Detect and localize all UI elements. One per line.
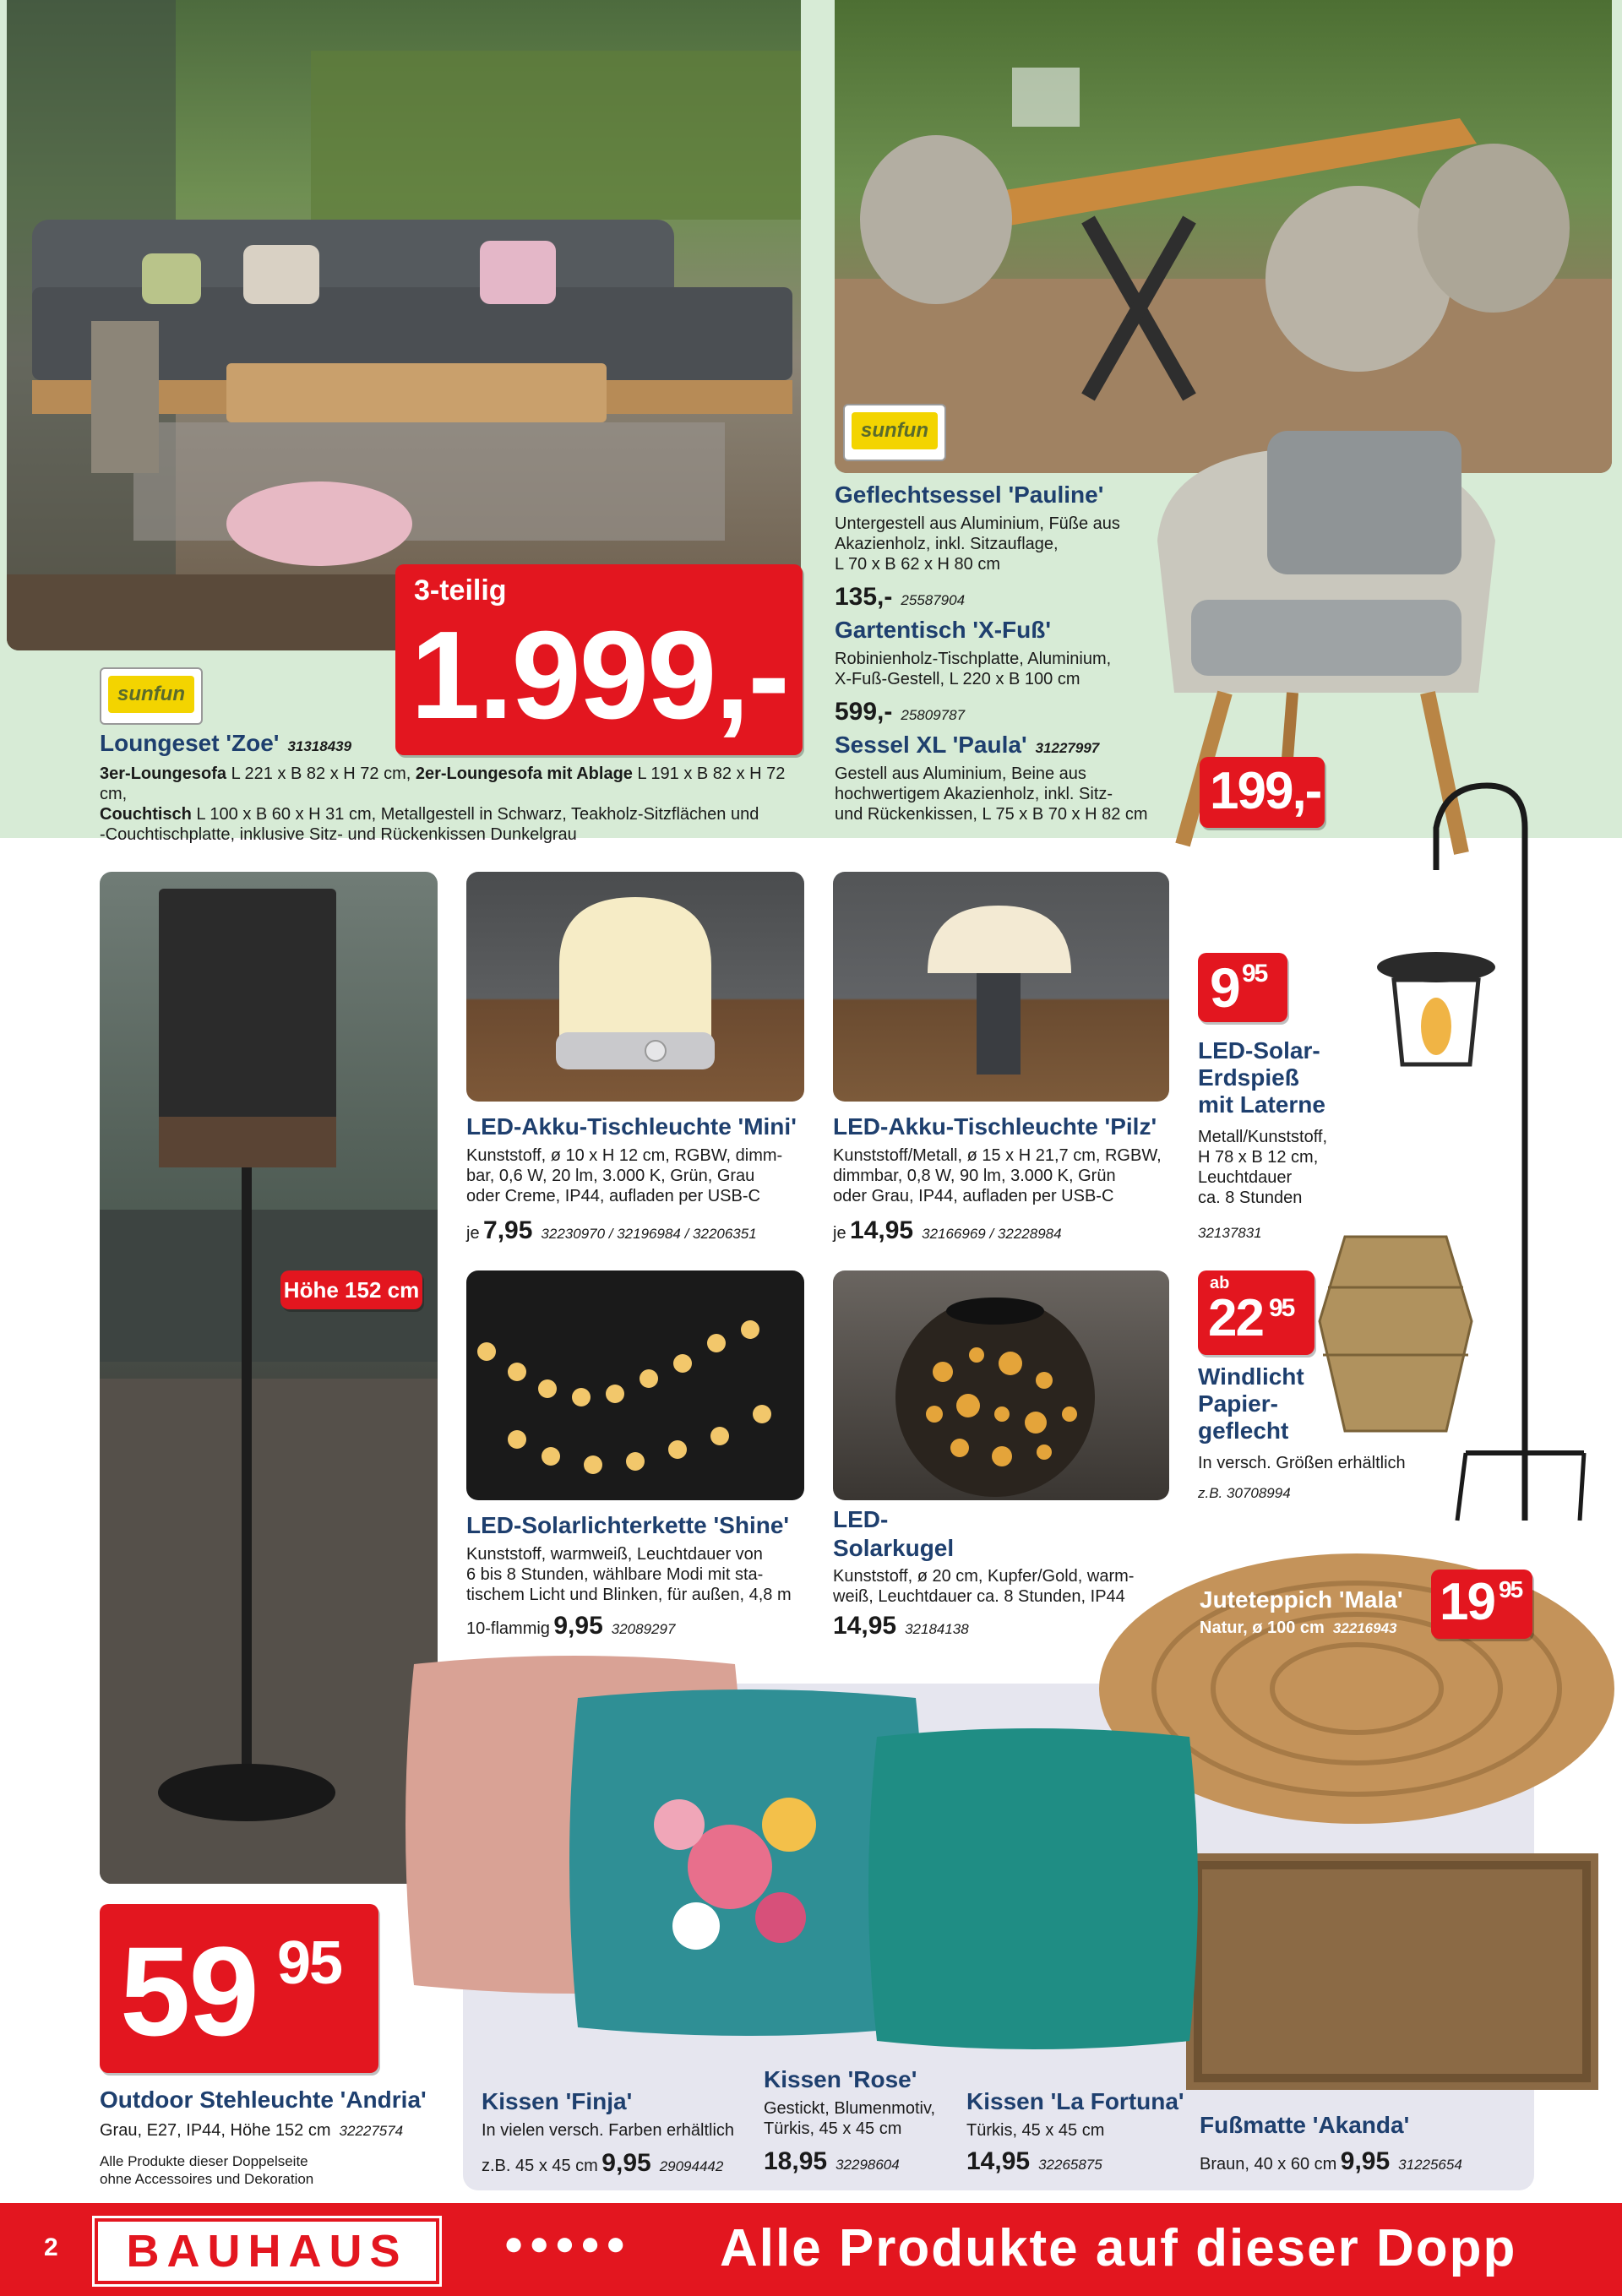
akanda-mat-image [1186,1853,1598,2090]
loungeset-description: 3er-Loungesofa L 221 x B 82 x H 72 cm, 2er-Loungesofa mit Ablage L 191 x B 82 x H 72 cm, Couchtisch L 100 x B 60 x H 31 cm, Metallgestell in Schwarz, Teakholz-Sitzflächen und -Couchtischplatte, inklusive Sitz- und Rückenkissen Dunkelgrau [100,764,786,844]
mini-price: je 7,95 32230970 / 32196984 / 32206351 [466,1216,757,1244]
finja-title: Kissen 'Finja' [482,2088,633,2114]
pilz-price: je 14,95 32166969 / 32228984 [833,1216,1062,1244]
erdspiess-price-main: 9 [1210,956,1239,1019]
andria-description: Grau, E27, IP44, Höhe 152 cm 32227574 [100,2121,404,2140]
page-number: 2 [44,2233,58,2261]
loungeset-price: 1.999,- [411,606,788,745]
fortuna-description: Türkis, 45 x 45 cm [966,2121,1105,2140]
windlicht-price-badge [1198,1270,1314,1355]
andria-price-main: 59 [120,1920,258,2062]
gartentisch-price: 599,- 25809787 [835,698,966,726]
pauline-title: Geflechtsessel 'Pauline' [835,482,1104,508]
rose-price: 18,95 32298604 [764,2147,900,2175]
footer-slogan: Alle Produkte auf dieser Dopp [720,2219,1517,2277]
windlicht-image [1311,1211,1480,1439]
paula-title: Sessel XL 'Paula' 31227997 [835,732,1100,758]
windlicht-ab-label: ab [1210,1274,1230,1292]
pauline-price: 135,- 25587904 [835,583,966,611]
pilz-lamp-photo [833,872,1169,1102]
footer-dots: ●●●●● [503,2225,631,2262]
paula-price-badge [1200,757,1325,828]
andria-price-cents: 95 [277,1929,342,1997]
mini-title: LED-Akku-Tischleuchte 'Mini' [466,1113,797,1140]
loungeset-price-badge [395,564,803,755]
paula-price: 199,- [1210,762,1321,820]
footer-bar [0,2203,1622,2296]
sunfun-logo: sunfun [100,667,203,725]
pilz-title: LED-Akku-Tischleuchte 'Pilz' [833,1113,1157,1140]
windlicht-price-cents: 95 [1269,1294,1294,1322]
shine-lights-photo [466,1270,804,1500]
dining-set-photo [835,0,1612,473]
akanda-price: Braun, 40 x 60 cm 9,95 31225654 [1200,2147,1462,2175]
andria-price-badge [100,1904,378,2073]
page-disclaimer: Alle Produkte dieser Doppelseite ohne Accessoires und Dekoration [100,2153,314,2187]
gartentisch-title: Gartentisch 'X-Fuß' [835,617,1052,643]
erdspiess-price-cents: 95 [1242,960,1267,987]
bauhaus-logo: BAUHAUS [95,2218,439,2284]
solarkugel-description: Kunststoff, ø 20 cm, Kupfer/Gold, warm- weiß, Leuchtdauer ca. 8 Stunden, IP44 [833,1567,1135,1606]
windlicht-price-main: 22 [1208,1289,1263,1347]
rose-title: Kissen 'Rose' [764,2066,917,2092]
solarkugel-price: 14,95 32184138 [833,1612,969,1640]
gartentisch-description: Robinienholz-Tischplatte, Aluminium, X-Fuß-Gestell, L 220 x B 100 cm [835,650,1112,688]
finja-description: In vielen versch. Farben erhältlich [482,2121,735,2140]
solarkugel-photo [833,1270,1169,1500]
andria-title: Outdoor Stehleuchte 'Andria' [100,2087,427,2113]
andria-height-badge: Höhe 152 cm [280,1270,422,1309]
rose-description: Gestickt, Blumenmotiv, Türkis, 45 x 45 cm [764,2099,936,2138]
sunfun-logo: sunfun [843,404,946,461]
erdspiess-title: LED-Solar- Erdspieß mit Laterne [1198,1037,1325,1118]
set-count-label: 3-teilig [414,574,507,607]
fortuna-cushion-image [860,1720,1206,2058]
mini-description: Kunststoff, ø 10 x H 12 cm, RGBW, dimm- bar, 0,6 W, 20 lm, 3.000 K, Grün, Grau oder Creme, IP44, aufladen per USB-C [466,1146,783,1205]
shine-title: LED-Solarlichterkette 'Shine' [466,1512,790,1538]
mala-title: Juteteppich 'Mala' [1200,1586,1403,1613]
paula-description: Gestell aus Aluminium, Beine aus hochwertigem Akazienholz, inkl. Sitz- und Rückenkissen, L 75 x B 70 x H 82 cm [835,764,1148,824]
windlicht-art: z.B. 30708994 [1198,1485,1291,1501]
mala-description: Natur, ø 100 cm 32216943 [1200,1619,1397,1637]
andria-lamp-photo [100,872,438,1884]
erdspiess-description: Metall/Kunststoff, H 78 x B 12 cm, Leuchtdauer ca. 8 Stunden [1198,1128,1328,1207]
windlicht-description: In versch. Größen erhältlich [1198,1454,1406,1472]
loungeset-photo [7,0,801,650]
mala-price-main: 19 [1440,1573,1494,1631]
mini-lamp-photo [466,872,804,1102]
erdspiess-art: 32137831 [1198,1225,1262,1241]
windlicht-title: Windlicht Papier- geflecht [1198,1363,1304,1444]
solarkugel-title: LED- Solarkugel [833,1506,955,1561]
finja-price: z.B. 45 x 45 cm 9,95 29094442 [482,2149,724,2177]
erdspiess-price-badge [1198,953,1287,1022]
shine-description: Kunststoff, warmweiß, Leuchtdauer von 6 bis 8 Stunden, wählbare Modi mit sta- tischem Licht und Blinken, für außen, 4,8 m [466,1545,792,1604]
pilz-description: Kunststoff/Metall, ø 15 x H 21,7 cm, RGBW, dimmbar, 0,8 W, 90 lm, 3.000 K, Grün oder Grau, IP44, aufladen per USB-C [833,1146,1162,1205]
mala-price-badge [1431,1570,1532,1639]
pauline-description: Untergestell aus Aluminium, Füße aus Akazienholz, inkl. Sitzauflage, L 70 x B 62 x H 80 cm [835,514,1120,574]
mala-price-cents: 95 [1499,1576,1522,1602]
loungeset-title: Loungeset 'Zoe' 31318439 [100,730,352,756]
shine-price: 10-flammig 9,95 32089297 [466,1612,676,1640]
akanda-title: Fußmatte 'Akanda' [1200,2112,1410,2138]
fortuna-title: Kissen 'La Fortuna' [966,2088,1184,2114]
fortuna-price: 14,95 32265875 [966,2147,1102,2175]
